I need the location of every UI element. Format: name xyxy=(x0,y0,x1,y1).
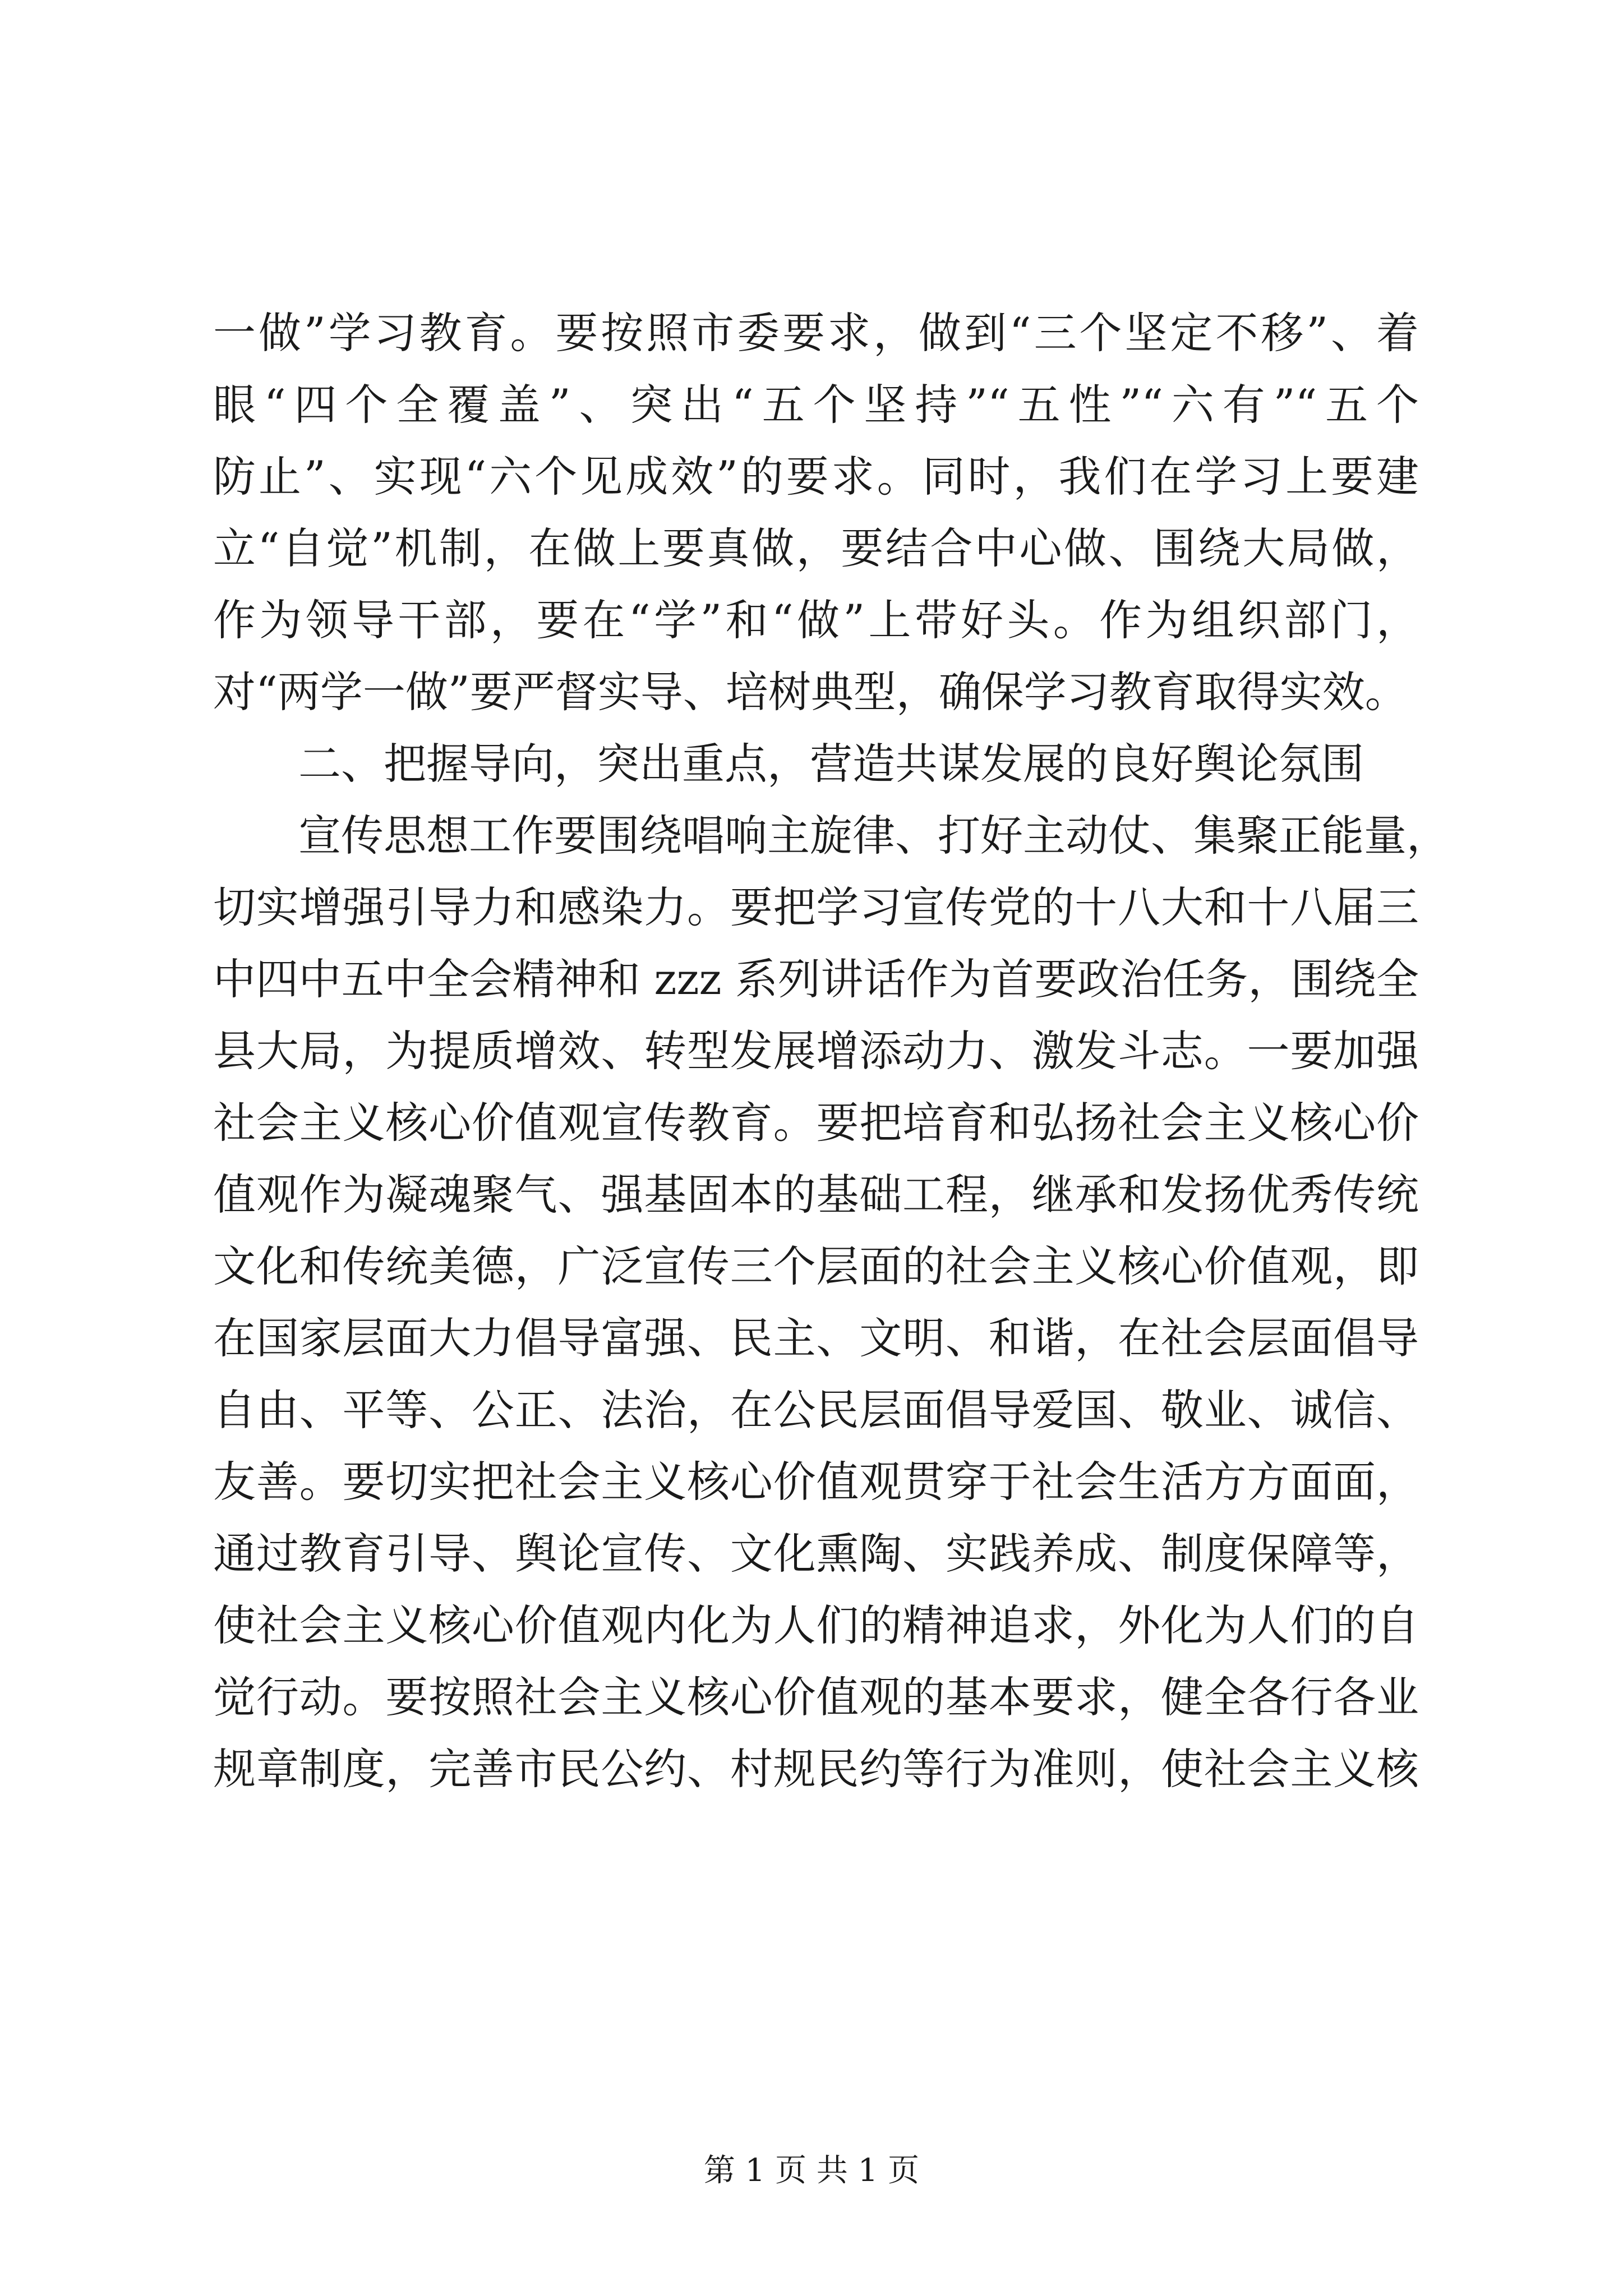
body-line: 眼“四个全覆盖”、突出“五个坚持”“五性”“六有”“五个 xyxy=(213,380,1419,430)
body-line: 作为领导干部，要在“学”和“做”上带好头。作为组织部门， xyxy=(213,595,1419,645)
body-line: 在国家层面大力倡导富强、民主、文明、和谐，在社会层面倡导 xyxy=(213,1313,1419,1363)
body-line: 使社会主义核心价值观内化为人们的精神追求，外化为人们的自 xyxy=(213,1600,1419,1650)
section-heading: 二、把握导向，突出重点，营造共谋发展的良好舆论氛围 xyxy=(298,739,1364,789)
body-line: 防止”、实现“六个见成效”的要求。同时，我们在学习上要建 xyxy=(213,452,1419,501)
body-line: 自由、平等、公正、法治，在公民层面倡导爱国、敬业、诚信、 xyxy=(213,1385,1419,1435)
body-line: 文化和传统美德，广泛宣传三个层面的社会主义核心价值观，即 xyxy=(213,1241,1419,1291)
body-line: 中四中五中全会精神和 zzz 系列讲话作为首要政治任务，围绕全 xyxy=(213,954,1419,1004)
body-line: 觉行动。要按照社会主义核心价值观的基本要求，健全各行各业 xyxy=(213,1672,1419,1722)
body-line: 立“自觉”机制，在做上要真做，要结合中心做、围绕大局做， xyxy=(213,523,1419,573)
body-line: 规章制度，完善市民公约、村规民约等行为准则，使社会主义核 xyxy=(213,1744,1419,1794)
body-line: 友善。要切实把社会主义核心价值观贯穿于社会生活方方面面， xyxy=(213,1457,1419,1507)
body-line: 对“两学一做”要严督实导、培树典型，确保学习教育取得实效。 xyxy=(213,667,1408,717)
body-line: 社会主义核心价值观宣传教育。要把培育和弘扬社会主义核心价 xyxy=(213,1098,1419,1148)
body-line: 一做”学习教育。要按照市委要求，做到“三个坚定不移”、着 xyxy=(213,308,1419,358)
body-line: 通过教育引导、舆论宣传、文化熏陶、实践养成、制度保障等， xyxy=(213,1529,1419,1579)
body-line: 切实增强引导力和感染力。要把学习宣传党的十八大和十八届三 xyxy=(213,882,1419,932)
body-line: 值观作为凝魂聚气、强基固本的基础工程，继承和发扬优秀传统 xyxy=(213,1170,1419,1220)
page-number-footer: 第 1 页 共 1 页 xyxy=(703,2152,920,2189)
paragraph-first-line: 宣传思想工作要围绕唱响主旋律、打好主动仗、集聚正能量， xyxy=(298,811,1449,861)
document-body xyxy=(213,297,1449,1805)
body-line: 县大局，为提质增效、转型发展增添动力、激发斗志。一要加强 xyxy=(213,1026,1419,1076)
